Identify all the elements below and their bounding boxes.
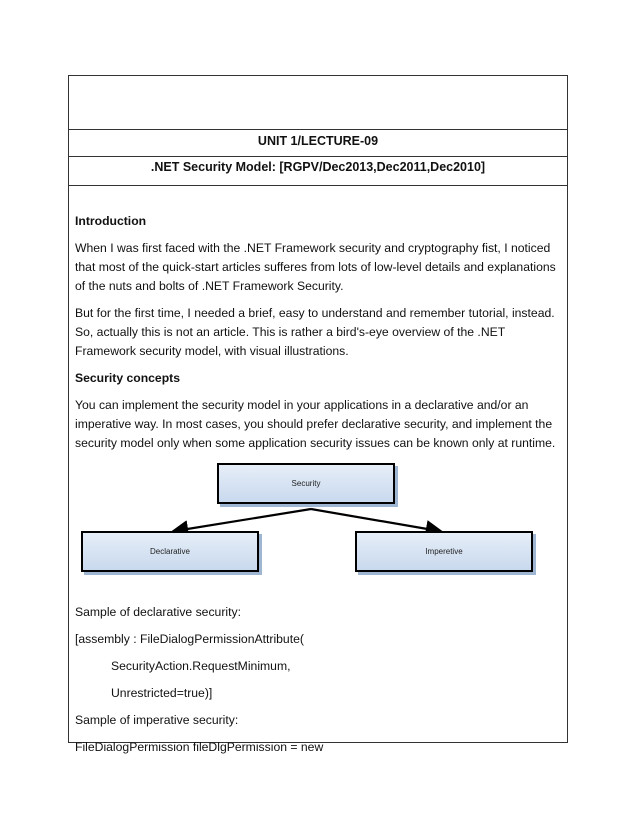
intro-paragraph-1: When I was first faced with the .NET Framework security and cryptography fist, I noticed that most of the quick-start articles sufferes from lots of low-level details and explanations of the nuts and bolts of .NET Framework Security. bbox=[75, 241, 556, 293]
arrow-to-imperative bbox=[311, 509, 439, 531]
imperative-sample-label: Sample of imperative security: bbox=[75, 713, 239, 727]
topic-prefix: .NET Security Model: [ bbox=[150, 160, 284, 174]
unit-title: UNIT 1/LECTURE-09 bbox=[257, 134, 379, 148]
declarative-code-line-3: Unrestricted=true)] bbox=[111, 686, 213, 700]
header-divider-middle bbox=[69, 156, 567, 157]
topic-bold: RGPV/Dec2013,Dec2011,Dec2010] bbox=[283, 160, 486, 174]
declarative-code-line-2: SecurityAction.RequestMinimum, bbox=[111, 659, 291, 673]
declarative-box: Declarative bbox=[81, 531, 259, 572]
header-divider-bottom bbox=[69, 185, 567, 186]
concepts-paragraph: You can implement the security model in your applications in a declarative and/or an imperative way. In most cases, you should prefer declarative security, and implement the security model only when some application security issues can be known only at runtime. bbox=[75, 398, 556, 450]
declarative-code-line-1: [assembly : FileDialogPermissionAttribute( bbox=[75, 632, 304, 646]
document-frame bbox=[68, 75, 568, 754]
imperative-box: Imperetive bbox=[355, 531, 533, 572]
imperative-code-line-1: FileDialogPermission fileDlgPermission = new bbox=[75, 740, 324, 754]
declarative-sample-label: Sample of declarative security: bbox=[75, 605, 241, 619]
security-box: Security bbox=[217, 463, 395, 504]
intro-heading: Introduction bbox=[75, 214, 147, 228]
arrow-to-declarative bbox=[175, 509, 311, 531]
header-divider-top bbox=[69, 129, 567, 130]
intro-paragraph-2: But for the first time, I needed a brief, easy to understand and remember tutorial, instead. So, actually this is not an article. This is rather a bird's-eye overview of the .NET Framework security model, with visual illustrations. bbox=[75, 306, 555, 358]
concepts-heading: Security concepts bbox=[75, 371, 180, 385]
security-diagram bbox=[75, 461, 561, 593]
document-body bbox=[75, 212, 561, 765]
topic-title bbox=[69, 160, 567, 174]
